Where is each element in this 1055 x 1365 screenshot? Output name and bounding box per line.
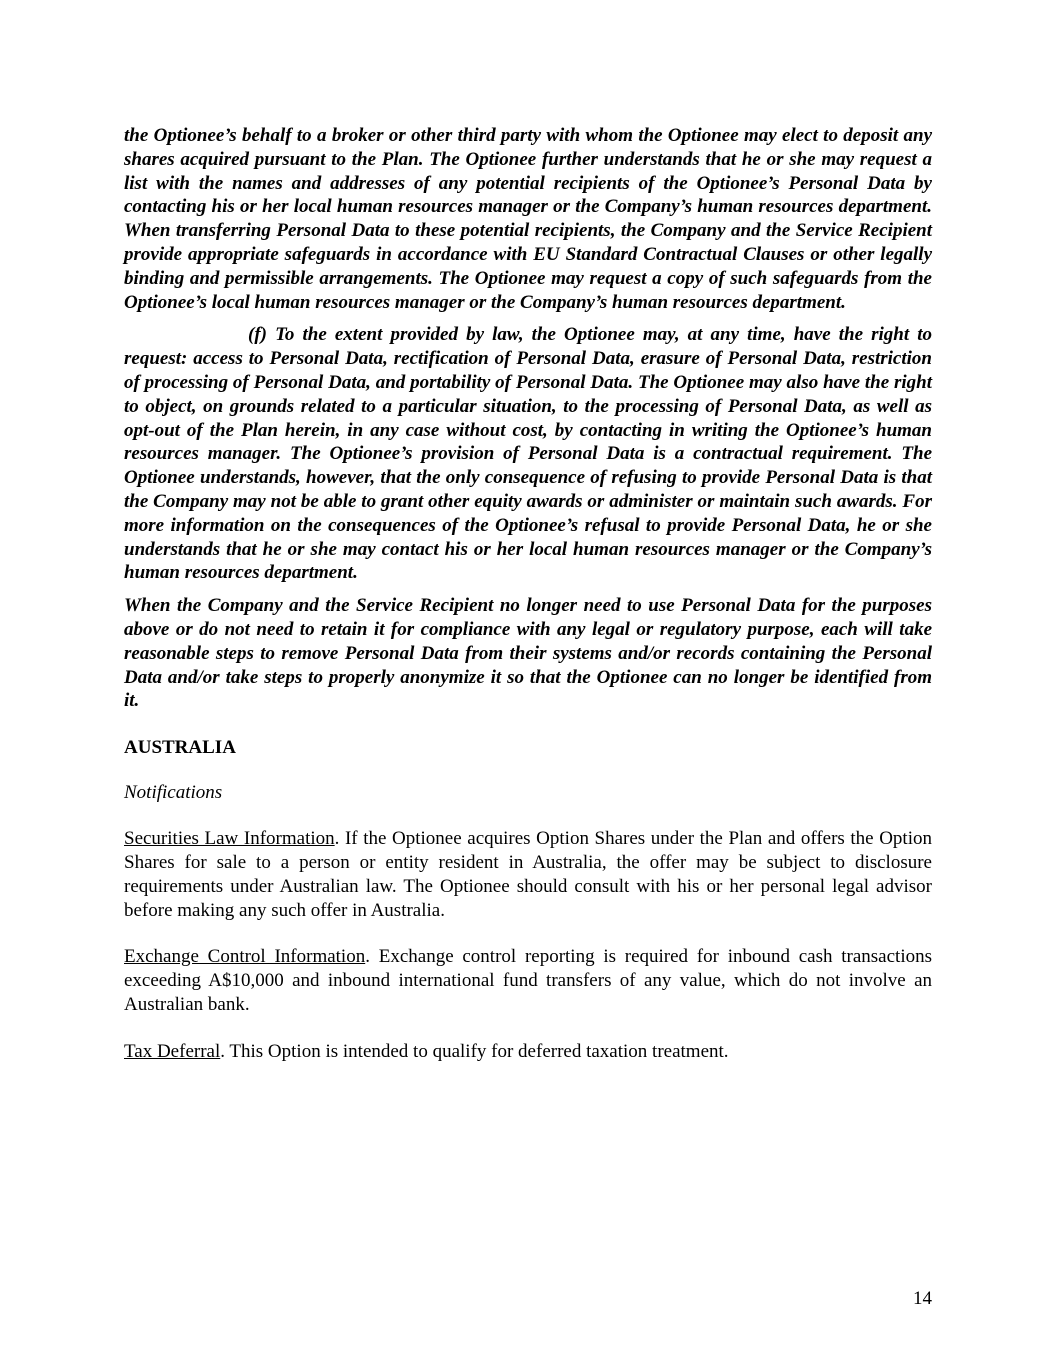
page-number: 14 xyxy=(913,1288,932,1309)
exchange-control-title: Exchange Control Information xyxy=(124,946,366,968)
document-page xyxy=(124,124,932,1064)
country-heading-australia: AUSTRALIA xyxy=(124,737,236,759)
exchange-control-section xyxy=(124,945,932,1016)
data-transfer-paragraph: the Optionee’s behalf to a broker or other third party with whom the Optionee may elect to deposit any shares acquired pursuant to the Plan. The Optionee further understands that he or she may request a list with the names and addresses of any potential recipients of the Optionee’s Personal Data by contacting his or her local human resources manager or the Company’s human resources department. When transferring Personal Data to these potential recipients, the Company and the Service Recipient provide appropriate safeguards in accordance with EU Standard Contractual Clauses or other legally binding and permissible arrangements. The Optionee may request a copy of such safeguards from the Optionee’s local human resources manager or the Company’s human resources department. xyxy=(124,125,932,313)
tax-deferral-section xyxy=(124,1040,932,1064)
data-rights-paragraph-f: (f) To the extent provided by law, the Optionee may, at any time, have the right to request: access to Personal Data, rectification of Personal Data, erasure of Personal Data, restriction of processing of Personal Data, and portability of Personal Data. The Optionee may also have the right to object, on grounds related to a particular situation, to the processing of Personal Data, as well as opt-out of the Plan herein, in any case without cost, by contacting in writing the Optionee’s human resources manager. The Optionee’s provision of Personal Data is a contractual requirement. The Optionee understands, however, that the only consequence of refusing to provide Personal Data is that the Company may not be able to grant other equity awards or administer or maintain such awards. For more information on the consequences of the Optionee’s refusal to provide Personal Data, he or she understands that he or she may contact his or her local human resources manager or the Company’s human resources department. xyxy=(124,324,932,584)
securities-law-title: Securities Law Information xyxy=(124,828,335,850)
notifications-subheading: Notifications xyxy=(124,782,223,804)
securities-law-section xyxy=(124,827,932,922)
securities-law-body: . If the Optionee acquires Option Shares under the Plan and offers the Option Shares for sale to a person or entity resident in Australia, the offer may be subject to disclosure requirements under Australian law. The Optionee should consult with his or her personal legal advisor before making any such offer in Australia. xyxy=(124,828,932,921)
data-retention-paragraph: When the Company and the Service Recipient no longer need to use Personal Data for the purposes above or do not need to retain it for compliance with any legal or regulatory purpose, each will take reasonable steps to remove Personal Data from their systems and/or records containing the Personal Data and/or take steps to properly anonymize it so that the Optionee can no longer be identified from it. xyxy=(124,595,932,712)
tax-deferral-title: Tax Deferral xyxy=(124,1040,221,1062)
exchange-control-body: . Exchange control reporting is required for inbound cash transactions exceeding A$10,000 and inbound international fund transfers of any value, which do not involve an Australian bank. xyxy=(124,946,932,1015)
tax-deferral-body: . This Option is intended to qualify for deferred taxation treatment. xyxy=(220,1040,729,1062)
